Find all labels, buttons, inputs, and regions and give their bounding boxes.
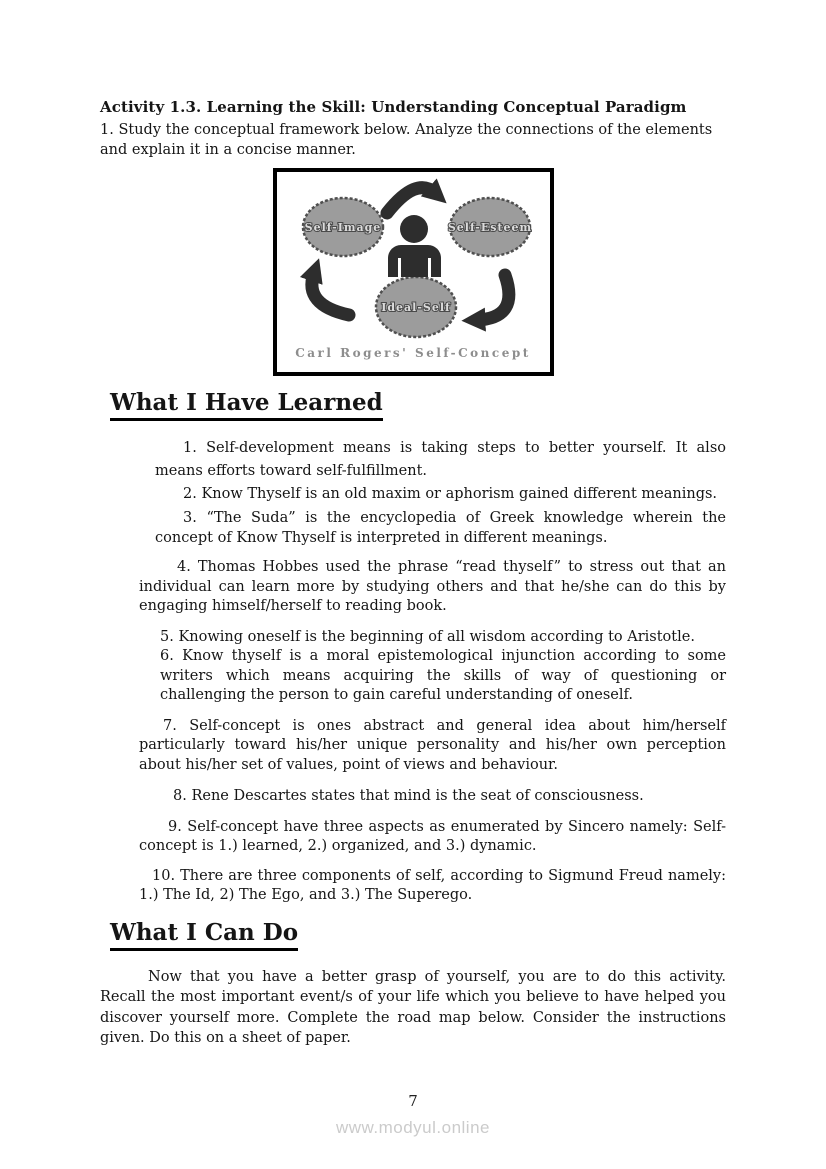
item-number: 9. [168, 818, 182, 835]
list-item [155, 483, 726, 506]
list-item [139, 558, 726, 617]
item-number: 6. [160, 648, 174, 664]
can-do-heading-text: What I Can Do [110, 919, 298, 951]
item-text: Rene Descartes states that mind is the seat of consciousness. [191, 788, 644, 804]
list-item [155, 437, 726, 483]
activity-title: Activity 1.3. Learning the Skill: Understanding Conceptual Paradigm [100, 98, 687, 116]
self-image-label: Self-Image [304, 221, 381, 234]
item-text: Thomas Hobbes used the phrase “read thyself” to stress out that an individual can learn more by studying others and that he/she can do this by engaging himself/herself to reading book. [139, 559, 726, 614]
page-number: 7 [408, 1092, 418, 1110]
arrow-left-icon [311, 273, 348, 315]
item-text: Know Thyself is an old maxim or aphorism gained different meanings. [201, 486, 718, 502]
list-item [155, 508, 726, 548]
item-text: There are three components of self, according to Sigmund Freud namely: 1.) The Id, 2) The Ego, and 3.) The Superego. [139, 867, 726, 903]
list-item [160, 647, 726, 706]
item-number: 3. [183, 510, 197, 526]
item-text: Self-concept is ones abstract and general idea about him/herself particularly toward his/her unique personality and his/her own perception about his/her set of values, point of views and behaviour. [139, 717, 726, 773]
figure-caption: Carl Rogers' Self-Concept [295, 346, 531, 360]
item-number: 4. [177, 559, 191, 575]
item-number: 1. [183, 440, 197, 456]
item-text: “The Suda” is the encyclopedia of Greek knowledge wherein the concept of Know Thyself is interpreted in different meanings. [155, 510, 727, 546]
item-number: 5. [160, 628, 174, 645]
self-esteem-label: Self-Esteem [447, 221, 532, 234]
arrow-right-icon [477, 275, 509, 320]
learned-heading [110, 389, 726, 421]
page-content [100, 98, 726, 1049]
item-text: Know thyself is a moral epistemological injunction according to some writers which means acquiring the skills of way of questioning or challenging the person to gain careful understanding of oneself. [160, 648, 727, 703]
item-number: 8. [173, 788, 187, 804]
concept-figure-frame [273, 168, 554, 376]
self-concept-diagram [277, 172, 550, 344]
list-item [139, 818, 726, 857]
activity-instruction: 1. Study the conceptual framework below. Analyze the connections of the elements and explain it in a concise manner. [100, 122, 713, 158]
item-text: Self-development means is taking steps to better yourself. It also means efforts toward self-fulfillment. [155, 440, 726, 479]
ideal-self-label: Ideal-Self [380, 301, 451, 314]
list-item [160, 628, 726, 648]
can-do-heading [110, 919, 726, 951]
can-do-paragraph: Now that you have a better grasp of yourself, you are to do this activity. Recall the most important event/s of your life which you believe to have helped you discover yourself more. Complete the road map below. Consider the instructions given. Do this on a sheet of paper. [100, 968, 726, 1046]
watermark: www.modyul.online [335, 1118, 490, 1137]
person-icon [388, 215, 441, 277]
arrow-top-icon [387, 188, 435, 213]
item-number: 7. [163, 717, 177, 734]
list-item [139, 787, 726, 807]
item-number: 10. [152, 867, 176, 884]
item-number: 2. [183, 486, 197, 502]
list-item [139, 717, 726, 776]
item-text: Knowing oneself is the beginning of all wisdom according to Aristotle. [178, 628, 695, 645]
learned-heading-text: What I Have Learned [110, 389, 383, 421]
learned-list [100, 437, 726, 906]
item-text: Self-concept have three aspects as enumerated by Sincero namely: Self-concept is 1.) learned, 2.) organized, and 3.) dynamic. [139, 818, 727, 854]
list-item [139, 867, 726, 906]
